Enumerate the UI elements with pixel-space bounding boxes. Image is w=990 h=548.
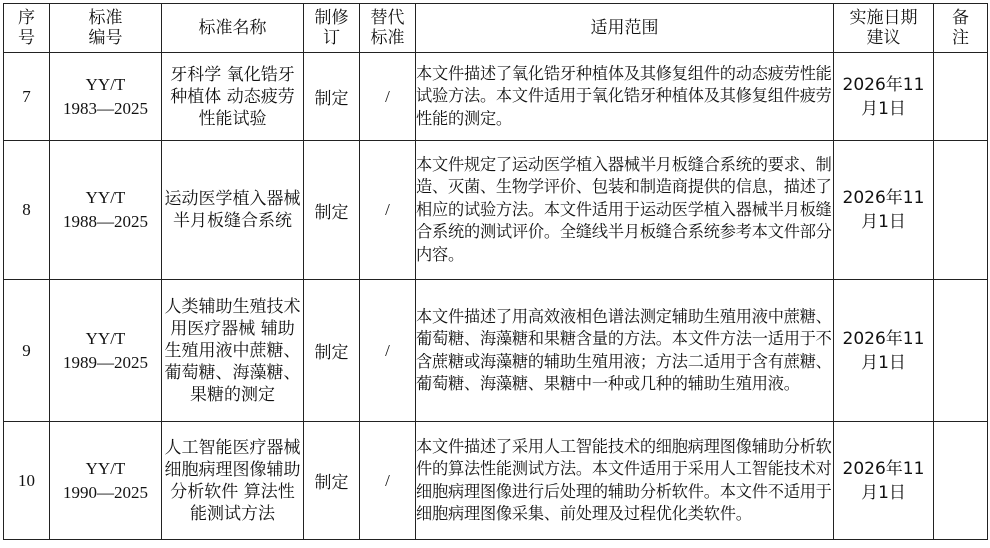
- table-row: [4, 53, 988, 141]
- code-prefix: YY/T: [85, 188, 126, 207]
- header-scope: 适用范围: [416, 4, 834, 53]
- header-row: [4, 4, 988, 53]
- row-date: [834, 280, 934, 422]
- row-revise: 制定: [304, 141, 360, 280]
- row-name: 人类辅助生殖技术用医疗器械 辅助生殖用液中蔗糖、葡萄糖、海藻糖、果糖的测定: [162, 280, 304, 422]
- row-index: 7: [4, 53, 50, 141]
- header-name: 标准名称: [162, 4, 304, 53]
- row-date: [834, 422, 934, 540]
- date-year: 2026年11: [842, 328, 925, 349]
- row-index: 10: [4, 422, 50, 540]
- row-revise: 制定: [304, 280, 360, 422]
- row-name: 牙科学 氧化锆牙种植体 动态疲劳性能试验: [162, 53, 304, 141]
- row-replace: /: [360, 422, 416, 540]
- table-row: [4, 280, 988, 422]
- header-revise: 制修 订: [304, 4, 360, 53]
- code-number: 1988—2025: [63, 212, 148, 231]
- row-code: [50, 53, 162, 141]
- code-number: 1990—2025: [63, 482, 148, 502]
- row-date: [834, 141, 934, 280]
- code-prefix: YY/T: [85, 74, 126, 94]
- date-day: 月1日: [861, 352, 906, 373]
- row-replace: /: [360, 280, 416, 422]
- header-code: 标准 编号: [50, 4, 162, 53]
- code-number: 1983—2025: [63, 98, 148, 118]
- date-year: 2026年11: [842, 188, 925, 208]
- row-index: 9: [4, 280, 50, 422]
- row-code: [50, 141, 162, 280]
- date-day: 月1日: [861, 482, 906, 503]
- row-date: [834, 53, 934, 141]
- header-note: 备 注: [934, 4, 988, 53]
- row-scope: 本文件描述了用高效液相色谱法测定辅助生殖用液中蔗糖、葡萄糖、海藻糖和果糖含量的方法。本文件方法一适用于不含蔗糖或海藻糖的辅助生殖用液；方法二适用于含有蔗糖、葡萄糖、海藻糖、果糖中一种或几种的辅助生殖用液。: [416, 280, 834, 422]
- row-note: [934, 422, 988, 540]
- table-row: [4, 141, 988, 280]
- date-year: 2026年11: [842, 74, 925, 95]
- row-revise: 制定: [304, 422, 360, 540]
- header-replace: 替代 标准: [360, 4, 416, 53]
- date-day: 月1日: [861, 98, 906, 119]
- row-code: [50, 280, 162, 422]
- row-scope: 本文件描述了氧化锆牙种植体及其修复组件的动态疲劳性能试验方法。本文件适用于氧化锆牙种植体及其修复组件疲劳性能的测定。: [416, 53, 834, 141]
- row-scope: 本文件描述了采用人工智能技术的细胞病理图像辅助分析软件的算法性能测试方法。本文件适用于采用人工智能技术对细胞病理图像进行后处理的辅助分析软件。本文件不适用于细胞病理图像采集、前处理及过程优化类软件。: [416, 422, 834, 540]
- code-prefix: YY/T: [85, 458, 126, 478]
- row-note: [934, 53, 988, 141]
- date-year: 2026年11: [842, 458, 925, 479]
- row-replace: /: [360, 141, 416, 280]
- row-name: 运动医学植入器械 半月板缝合系统: [162, 141, 304, 280]
- row-name: 人工智能医疗器械 细胞病理图像辅助分析软件 算法性能测试方法: [162, 422, 304, 540]
- row-index: 8: [4, 141, 50, 280]
- row-note: [934, 280, 988, 422]
- header-date: 实施日期 建议: [834, 4, 934, 53]
- row-replace: /: [360, 53, 416, 141]
- row-code: [50, 422, 162, 540]
- row-scope: 本文件规定了运动医学植入器械半月板缝合系统的要求、制造、灭菌、生物学评价、包装和制造商提供的信息，描述了相应的试验方法。本文件适用于运动医学植入器械半月板缝合系统的测试评价。全缝线半月板缝合系统参考本文件部分内容。: [416, 141, 834, 280]
- standards-table: [3, 3, 988, 540]
- date-day: 月1日: [861, 212, 906, 232]
- code-prefix: YY/T: [85, 328, 126, 348]
- standards-table-container: [3, 3, 988, 540]
- table-row: [4, 422, 988, 540]
- header-index: 序 号: [4, 4, 50, 53]
- row-revise: 制定: [304, 53, 360, 141]
- code-number: 1989—2025: [63, 352, 148, 372]
- row-note: [934, 141, 988, 280]
